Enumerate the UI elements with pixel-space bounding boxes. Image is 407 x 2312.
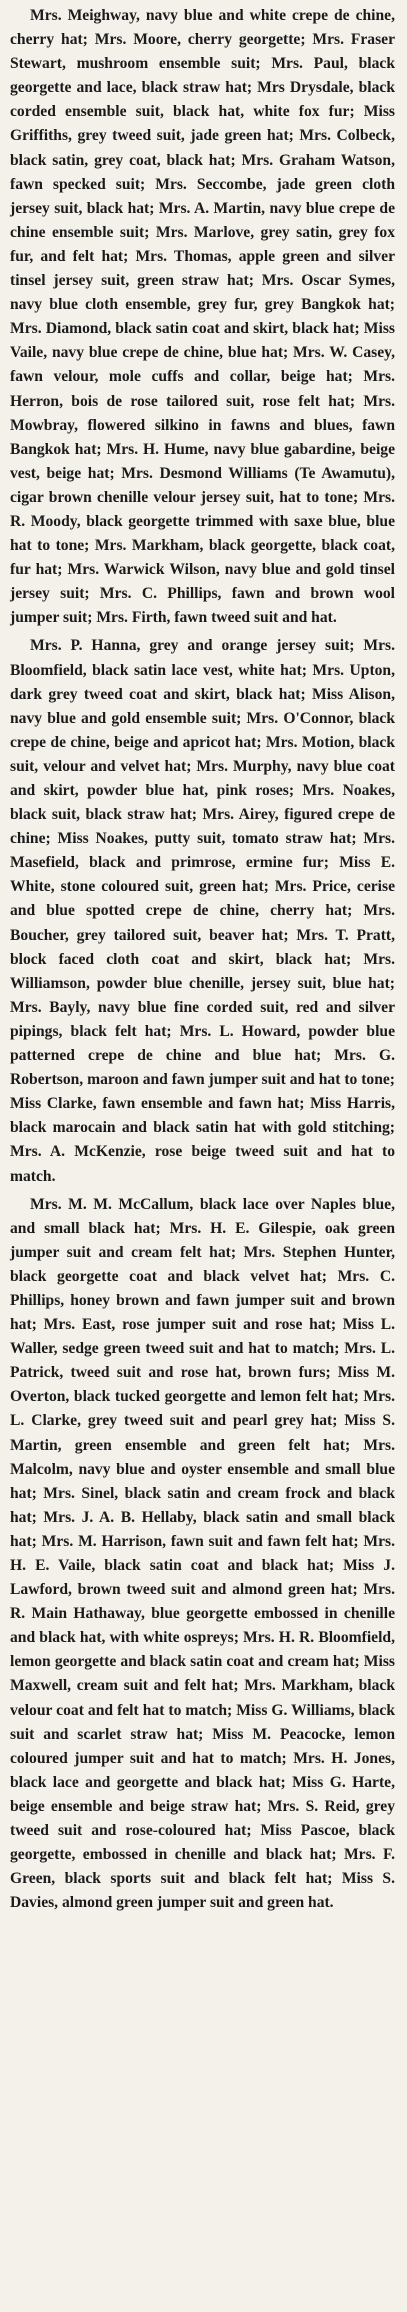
paragraph-3: Mrs. M. M. McCallum, black lace over Naples blue, and small black hat; Mrs. H. E. Gilespie, oak green jumper suit and cream felt hat; Mrs. Stephen Hunter, black georgette coat and black velvet hat; Mrs. C. Phillips, honey brown and fawn jumper suit and brown hat; Mrs. East, rose jumper suit and rose hat; Miss L. Waller, sedge green tweed suit and hat to match; Mrs. L. Patrick, tweed suit and rose hat, brown furs; Miss M. Overton, black tucked georgette and lemon felt hat; Mrs. L. Clarke, grey tweed suit and pearl grey hat; Miss S. Martin, green ensemble and green felt hat; Mrs. Malcolm, navy blue and oyster ensemble and small blue hat; Mrs. Sinel, black satin and cream frock and black hat; Mrs. J. A. B. Hellaby, black satin and small black hat; Mrs. M. Harrison, fawn suit and fawn felt hat; Mrs. H. E. Vaile, black satin coat and black hat; Miss J. Lawford, brown tweed suit and almond green hat; Mrs. R. Main Hathaway, blue georgette embossed in chenille and black hat, with white ospreys; Mrs. H. R. Bloomfield, lemon georgette and black satin coat and cream hat; Miss Maxwell, cream suit and felt hat; Mrs. Markham, black velour coat and felt hat to match; Miss G. Williams, black suit and scarlet straw hat; Miss M. Peacocke, lemon coloured jumper suit and hat to match; Mrs. H. Jones, black lace and georgette and black hat; Miss G. Harte, beige ensemble and beige straw hat; Mrs. S. Reid, grey tweed suit and rose-coloured hat; Miss Pascoe, black georgette, embossed in chenille and black hat; Mrs. F. Green, black sports suit and black felt hat; Miss S. Davies, almond green jumper suit and green hat.	[10, 1195, 395, 1912]
paragraph-2: Mrs. P. Hanna, grey and orange jersey suit; Mrs. Bloomfield, black satin lace vest, white hat; Mrs. Upton, dark grey tweed coat and skirt, black hat; Miss Alison, navy blue and gold ensemble suit; Mrs. O'Connor, black crepe de chine, beige and apricot hat; Mrs. Motion, black suit, velour and velvet hat; Mrs. Murphy, navy blue coat and skirt, powder blue hat, pink roses; Mrs. Noakes, black suit, black straw hat; Mrs. Airey, figured crepe de chine; Miss Noakes, putty suit, tomato straw hat; Mrs. Masefield, black and primrose, ermine fur; Miss E. White, stone coloured suit, green hat; Mrs. Price, cerise and blue spotted crepe de chine, cherry hat; Mrs. Boucher, grey tailored suit, beaver hat; Mrs. T. Pratt, block faced cloth coat and skirt, black hat; Mrs. Williamson, powder blue chenille, jersey suit, blue hat; Mrs. Bayly, navy blue fine corded suit, red and silver pipings, black felt hat; Mrs. L. Howard, powder blue patterned crepe de chine and blue hat; Mrs. G. Robertson, maroon and fawn jumper suit and hat to tone; Miss Clarke, fawn ensemble and fawn hat; Miss Harris, black marocain and black satin hat with gold stitching; Mrs. A. McKenzie, rose beige tweed suit and hat to match.	[10, 637, 395, 1185]
paragraph-1: Mrs. Meighway, navy blue and white crepe de chine, cherry hat; Mrs. Moore, cherry georgette; Mrs. Fraser Stewart, mushroom ensemble suit; Mrs. Paul, black georgette and lace, black straw hat; Mrs Drysdale, black corded ensemble suit, black hat, white fox fur; Miss Griffiths, grey tweed suit, jade green hat; Mrs. Colbeck, black satin, grey coat, black hat; Mrs. Graham Watson, fawn specked suit; Mrs. Seccombe, jade green cloth jersey suit, black hat; Mrs. A. Martin, navy blue crepe de chine ensemble suit; Mrs. Marlove, grey satin, grey fox fur, and felt hat; Mrs. Thomas, apple green and silver tinsel jersey suit, green straw hat; Mrs. Oscar Symes, navy blue cloth ensemble, grey fur, grey Bangkok hat; Mrs. Diamond, black satin coat and skirt, black hat; Miss Vaile, navy blue crepe de chine, blue hat; Mrs. W. Casey, fawn velour, mole cuffs and collar, beige hat; Mrs. Herron, bois de rose tailored suit, rose felt hat; Mrs. Mowbray, flowered silkino in fawns and blues, fawn Bangkok hat; Mrs. H. Hume, navy blue gabardine, beige vest, beige hat; Mrs. Desmond Williams (Te Awamutu), cigar brown chenille velour jersey suit, hat to tone; Mrs. R. Moody, black georgette trimmed with saxe blue, blue hat to tone; Mrs. Markham, black georgette, black coat, fur hat; Mrs. Warwick Wilson, navy blue and gold tinsel jersey suit; Mrs. C. Phillips, fawn and brown wool jumper suit; Mrs. Firth, fawn tweed suit and hat.	[10, 7, 395, 627]
article-column	[10, 4, 395, 1915]
